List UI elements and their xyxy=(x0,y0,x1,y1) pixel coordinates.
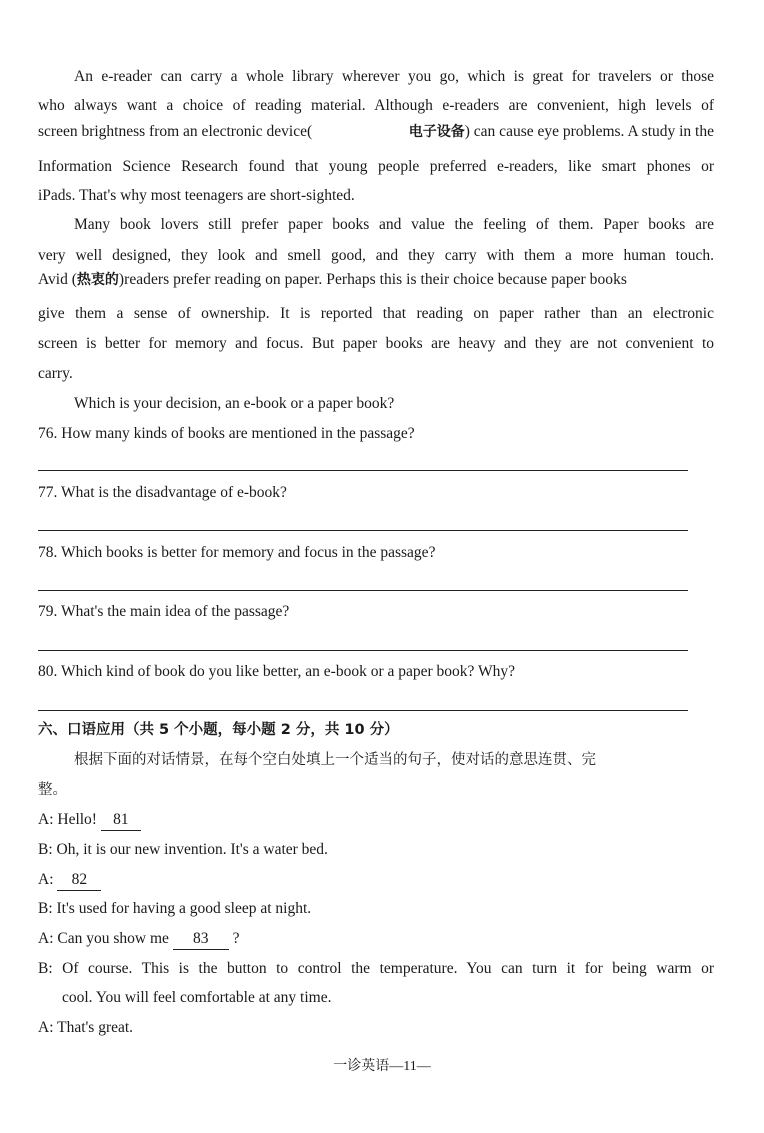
passage-text: )readers prefer reading on paper. Perhaps this is their choice because paper books xyxy=(118,271,627,288)
blank-81[interactable]: 81 xyxy=(101,810,141,831)
dialogue-text: ? xyxy=(228,930,240,947)
dialogue-line: A: That's great. xyxy=(38,1019,134,1036)
passage-line: give them a sense of ownership. It is reported that reading on paper rather than an electronic xyxy=(38,305,714,322)
section-instruction: 整。 xyxy=(38,782,67,798)
question-80: 80. Which kind of book do you like better, an e-book or a paper book? Why? xyxy=(38,663,516,680)
answer-line-77[interactable] xyxy=(38,530,688,531)
page-footer: 一诊英语—11— xyxy=(333,1059,431,1074)
chinese-gloss: 电子设备 xyxy=(408,124,465,140)
dialogue-line: B: It's used for having a good sleep at night. xyxy=(38,900,312,917)
dialogue-text: A: xyxy=(38,871,58,888)
dialogue-line: B: Of course. This is the button to control the temperature. You can turn it for being warm or xyxy=(38,960,714,977)
question-77: 77. What is the disadvantage of e-book? xyxy=(38,484,287,501)
passage-text-segment xyxy=(38,122,409,142)
dialogue-line xyxy=(38,929,240,950)
passage-line: Information Science Research found that young people preferred e-readers, like smart phones or xyxy=(38,158,714,175)
blank-82[interactable]: 82 xyxy=(57,870,101,891)
passage-line: An e-reader can carry a whole library wherever you go, which is great for travelers or those xyxy=(74,68,714,85)
dialogue-line: cool. You will feel comfortable at any time. xyxy=(62,989,332,1006)
section-heading: 六、口语应用（共 5 个小题，每小题 2 分，共 10 分） xyxy=(38,722,399,738)
passage-line: Which is your decision, an e-book or a paper book? xyxy=(74,395,395,412)
dialogue-text: A: Hello! xyxy=(38,811,101,828)
passage-line: who always want a choice of reading material. Although e-readers are convenient, high levels of xyxy=(38,97,714,114)
passage-line xyxy=(38,270,714,290)
passage-line: screen is better for memory and focus. But paper books are heavy and they are not convenient to xyxy=(38,335,714,352)
passage-text: Avid ( xyxy=(38,271,77,288)
question-78: 78. Which books is better for memory and focus in the passage? xyxy=(38,544,436,561)
question-76: 76. How many kinds of books are mentioned in the passage? xyxy=(38,425,415,442)
section-instruction: 根据下面的对话情景，在每个空白处填上一个适当的句子，使对话的意思连贯、完 xyxy=(74,752,596,768)
answer-line-76[interactable] xyxy=(38,470,688,471)
answer-line-79[interactable] xyxy=(38,650,688,651)
blank-83[interactable]: 83 xyxy=(173,929,229,950)
passage-line: Many book lovers still prefer paper books and value the feeling of them. Paper books are xyxy=(74,216,714,233)
dialogue-line: B: Oh, it is our new invention. It's a water bed. xyxy=(38,841,328,858)
dialogue-line xyxy=(38,870,101,891)
answer-line-80[interactable] xyxy=(38,710,688,711)
question-79: 79. What's the main idea of the passage? xyxy=(38,603,290,620)
passage-text: ) can cause eye problems. A study in the xyxy=(464,123,714,140)
passage-text: screen brightness from an electronic device( xyxy=(38,123,313,140)
dialogue-line xyxy=(38,810,141,831)
passage-line: iPads. That's why most teenagers are short-sighted. xyxy=(38,187,355,204)
passage-line: very well designed, they look and smell good, and they carry with them a more human touch. xyxy=(38,247,714,264)
passage-line: carry. xyxy=(38,365,73,382)
passage-line xyxy=(38,122,714,142)
dialogue-text: A: Can you show me xyxy=(38,930,173,947)
chinese-gloss: 热衷的 xyxy=(76,272,119,288)
answer-line-78[interactable] xyxy=(38,590,688,591)
